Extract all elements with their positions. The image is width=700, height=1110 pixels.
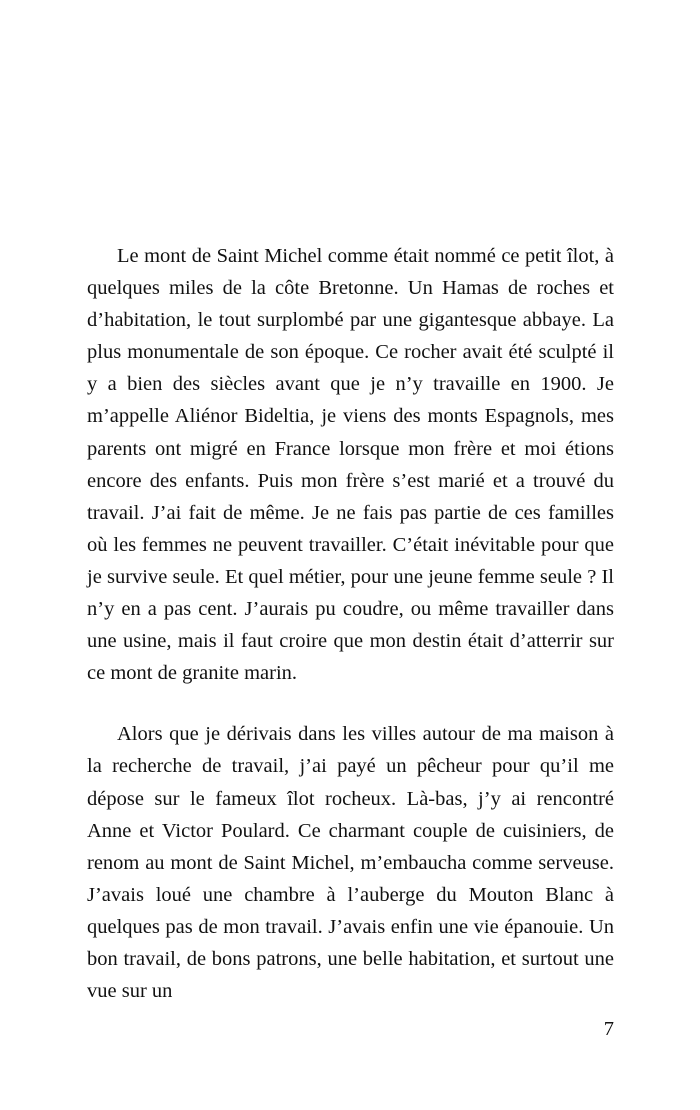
page-number: 7 bbox=[603, 1018, 614, 1040]
paragraph-1: Le mont de Saint Michel comme était nommé ce petit îlot, à quelques miles de la côte Bretonne. Un Hamas de roches et d’habitation, le tout surplombé par une gigantesque abbaye. La plus monumentale de son époque. Ce rocher avait été sculpté il y a bien des siècles avant que je n’y travaille en 1900. Je m’appelle Aliénor Bideltia, je viens des monts Espagnols, mes parents ont migré en France lorsque mon frère et moi étions encore des enfants. Puis mon frère s’est marié et a trouvé du travail. J’ai fait de même. Je ne fais pas partie de ces familles où les femmes ne peuvent travailler. C’était inévitable pour que je survive seule. Et quel métier, pour une jeune femme seule ? Il n’y en a pas cent. J’aurais pu coudre, ou même travailler dans une usine, mais il faut croire que mon destin était d’atterrir sur ce mont de granite marin. bbox=[87, 245, 614, 685]
paragraph-2: Alors que je dérivais dans les villes autour de ma maison à la recherche de travail, j’ai payé un pêcheur pour qu’il me dépose sur le fameux îlot rocheux. Là-bas, j’y ai rencontré Anne et Victor Poulard. Ce charmant couple de cuisiniers, de renom au mont de Saint Michel, m’embaucha comme serveuse. J’avais loué une chambre à l’auberge du Mouton Blanc à quelques pas de mon travail. J’avais enfin une vie épanouie. Un bon travail, de bons patrons, une belle habitation, et surtout une vue sur un bbox=[87, 723, 614, 1003]
page-body bbox=[87, 240, 614, 1007]
